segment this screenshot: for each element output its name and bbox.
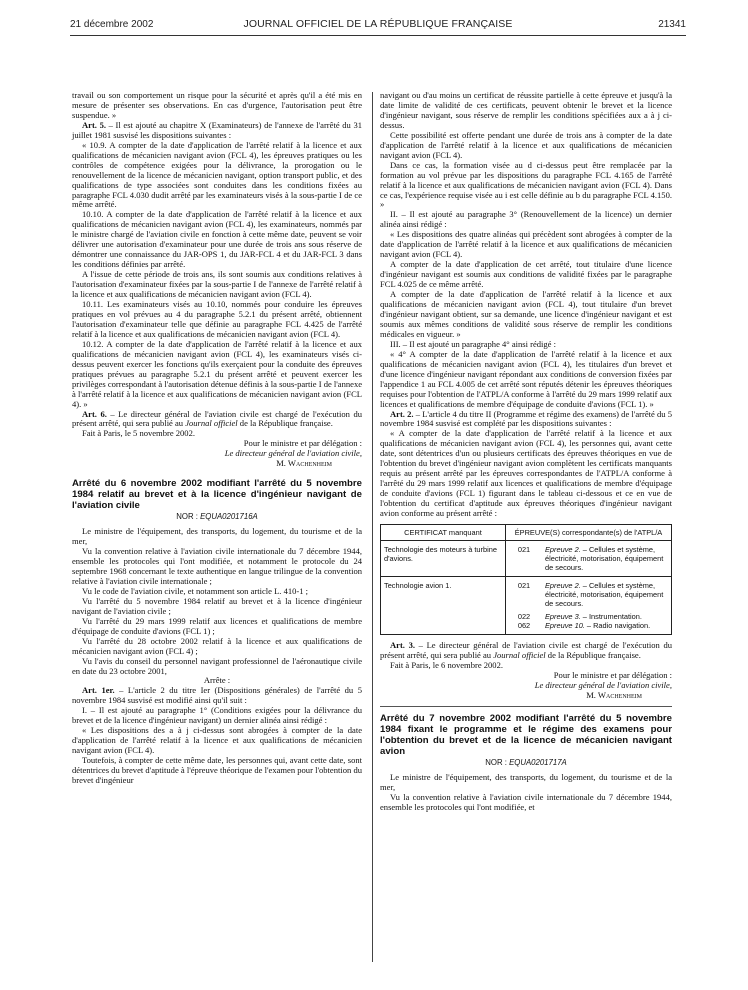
paragraph: Cette possibilité est offerte pendant une durée de trois ans à compter de la date d'application de l'arrêté relatif à la licence et aux qualifications de mécanicien navigant avion (FCL 4).	[380, 129, 672, 160]
table-cell-code: 021	[517, 544, 531, 554]
paragraph: « Les dispositions des a à j ci-dessus sont abrogées à compter de la date d'application de l'arrêté relatif à la licence et aux qualifications de mécanicien navigant avion (FCL 4).	[72, 725, 362, 756]
table-row	[381, 576, 672, 612]
table-cell-epreuve: Epreuve 2. – Cellules et système, électricité, motorisation, équipement de secours.	[545, 544, 664, 572]
page-header	[70, 16, 686, 34]
article-3: Art. 3. – Le directeur général de l'aviation civile est chargé de l'exécution du présent arrêté, qui sera publié au Journal officiel de la République française.	[380, 639, 672, 660]
paragraph: Dans ce cas, la formation visée au d ci-dessus peut être remplacée par la formation au vol prévue par les dispositions du paragraphe FCL 4.165 de l'arrêté relatif à la licence et aux qualifications de mécanicien navigant avion (FCL 4). Dans ce cas, l'expérience requise visée au i est celle définie au b du paragraphe FCL 4.150. »	[380, 159, 672, 210]
table-cell-code: 062	[517, 620, 531, 630]
signature-name: M. Wachenheim	[276, 458, 332, 469]
paragraph: « Les dispositions des quatre alinéas qui précèdent sont abrogées à compter de la date d'application de l'arrêté relatif à la licence et aux qualifications de mécanicien navigant avion (FCL 4).	[380, 229, 672, 260]
visa: Vu l'arrêté du 28 octobre 2002 relatif à la licence et aux qualifications de mécanicien navigant avion (FCL 4) ;	[72, 635, 362, 656]
visa: Vu l'avis du conseil du personnel navigant professionnel de l'aéronautique civile en date du 23 octobre 2001,	[72, 655, 362, 676]
table-cell-epreuve: Epreuve 3. – Instrumentation.	[545, 611, 642, 621]
paragraph: Le ministre de l'équipement, des transports, du logement, du tourisme et de la mer,	[72, 526, 362, 547]
header-page-number: 21341	[658, 19, 686, 30]
visa: Vu l'arrêté du 29 mars 1999 relatif aux licences et qualifications de membre d'équipage de conduite d'avions (FCL 1) ;	[72, 615, 362, 636]
decree-title: Arrêté du 6 novembre 2002 modifiant l'arrêté du 5 novembre 1984 relatif au brevet et à la licence d'ingénieur navigant de l'aviation civile	[72, 478, 362, 512]
article-6: Art. 6. – Le directeur général de l'aviation civile est chargé de l'exécution du présent arrêté, qui sera publié au Journal officiel de la République française.	[72, 408, 362, 429]
signature-name: M. Wachenheim	[586, 689, 642, 700]
paragraph: II. – Il est ajouté au paragraphe 3° (Renouvellement de la licence) un dernier alinéa ainsi rédigé :	[380, 209, 672, 230]
signature-line: Pour le ministre et par délégation :	[553, 669, 672, 680]
paragraph-10-12: 10.12. A compter de la date d'application de l'arrêté relatif à la licence et aux qualifications de mécanicien navigant avion (FCL 4), les examinateurs visés ci-dessus peuvent exercer les fonctions qu'ils exerçaient pour la conduite des épreuves pratiques prévues au paragraphe 5.2.1 du présent arrêté et peuvent exercer les privilèges correspondant à l'autorisation détenue définis à la sous-partie I de l'annexe à l'arrêté relatif à la licence et aux qualifications de mécanicien navigant avion (FCL 4). »	[72, 338, 363, 409]
article-5: Art. 5. – Il est ajouté au chapitre X (Examinateurs) de l'annexe de l'arrêté du 31 juillet 1981 susvisé les dispositions suivantes :	[72, 119, 362, 140]
done-at: Fait à Paris, le 6 novembre 2002.	[390, 659, 503, 670]
visa: Vu la convention relative à l'aviation civile internationale du 7 décembre 1944, ensemble les protocoles qui l'ont modifiée, et notamment le protocole du 24 septembre 1968 concernant le texte authentique en langue trilingue de la convention relative à l'aviation civile internationale ;	[72, 546, 362, 586]
left-column	[72, 91, 362, 786]
article-2: Art. 2. – L'article 4 du titre II (Programme et régime des examens) de l'arrêté du 5 novembre 1984 susvisé est complété par les dispositions suivantes :	[380, 408, 672, 429]
paragraph: III. – Il est ajouté un paragraphe 4° ainsi rédigé :	[390, 338, 556, 349]
table-cell-code: 022	[517, 611, 531, 621]
table-cell-code: 021	[506, 576, 543, 612]
decree-title: Arrêté du 7 novembre 2002 modifiant l'arrêté du 5 novembre 1984 fixant le programme et le régime des examens pour l'obtention du brevet et de la licence de mécanicien navigant avion	[380, 712, 672, 757]
paragraph-10-10: 10.10. A compter de la date d'application de l'arrêté relatif à la licence et aux qualifications de mécanicien navigant avion (FCL 4), les examinateurs, nommés par le ministre chargé de l'aviation civile en fonction à cette même date, peuvent se voir délivrer une autorisation d'examinateur pour une durée de trois ans sous réserve de démontrer une connaissance du JAR-OPS 1, du JAR-FCL 4 et du JAR-FCL 3 dans les conditions définies par arrêté.	[72, 209, 362, 270]
arrete-heading: Arrête :	[203, 675, 231, 686]
table-row	[381, 540, 672, 576]
paragraph-10-11: 10.11. Les examinateurs visés au 10.10, nommés pour conduire les épreuves pratiques en vol prévues au 4 du paragraphe 5.2.1 du présent arrêté, obtiennent l'autorisation d'examinateur telle que définie au paragraphe FCL 4.425 de l'arrêté relatif à la licence et aux qualifications de mécanicien navigant avion (FCL 4).	[72, 299, 362, 339]
table-cell-certificat: Technologie des moteurs à turbine d'avions.	[381, 540, 506, 576]
table-cell-epreuve: Epreuve 10. – Radio navigation.	[545, 620, 651, 630]
header-rule	[70, 35, 686, 36]
section-rule	[380, 706, 672, 707]
signature-role: Le directeur général de l'aviation civile,	[534, 679, 672, 690]
header-date: 21 décembre 2002	[70, 19, 154, 30]
paragraph: navigant ou d'au moins un certificat de réussite partielle à cette épreuve et jusqu'à la date limite de validité de ces certificats, peuvent obtenir le brevet et la licence d'ingénieur navigant, sous réserve de remplir les conditions spécifiées aux a à j ci-dessus.	[380, 90, 672, 130]
paragraph: I. – Il est ajouté au paragraphe 1° (Conditions exigées pour la délivrance du brevet et de la licence d'ingénieur navigant) un dernier alinéa ainsi rédigé :	[72, 705, 362, 726]
paragraph-10-9: « 10.9. A compter de la date d'application de l'arrêté relatif à la licence et aux qualifications de mécanicien navigant avion (FCL 4), les épreuves pratiques ou les contrôles de compétence exigées pour la délivrance, la prorogation ou le renouvellement de la licence de mécanicien navigant, option transport public, et des qualifications de type associées sont conduites dans les conditions fixées au paragraphe FCL 4.030 dudit arrêté par les examinateurs visés à la sous-partie I de ce même arrêté.	[72, 139, 362, 210]
visa: Vu le code de l'aviation civile, et notamment son article L. 410-1 ;	[82, 585, 309, 596]
column-divider	[372, 92, 373, 962]
paragraph: A compter de la date d'application de cet arrêté, tout titulaire d'une licence d'ingénieur navigant est soumis aux conditions de validité fixées par le paragraphe FCL 4.025 de ce même arrêté.	[380, 259, 672, 290]
signature-line: Pour le ministre et par délégation :	[243, 438, 362, 449]
nor-reference: NOR : EQUA0201716A	[176, 512, 258, 522]
visa: Vu l'arrêté du 5 novembre 1984 relatif au brevet et à la licence d'ingénieur navigant de l'aviation civile ;	[72, 595, 362, 616]
table-header-certificat: CERTIFICAT manquant	[381, 524, 506, 540]
correspondence-table	[380, 524, 672, 635]
paragraph: « A compter de la date d'application de l'arrêté relatif à la licence et aux qualifications de mécanicien navigant avion (FCL 4), les personnes qui, avant cette date, sont détentrices d'un ou plusieurs certificats des épreuves théoriques en vue de l'obtention du brevet d'ingénieur navigant avion complètent les certificats manquants requis au présent arrêté par les épreuves correspondantes de l'ATPL/A conforme à l'arrêté du 29 mars 1999 relatif aux licences et qualifications de membre d'équipage de conduite d'avions (FCL 1) figurant dans le tableau ci-dessous et ce en vue de l'obtention du certificat d'aptitude aux épreuves théoriques d'ingénieur navigant avion conforme au présent arrêté :	[380, 428, 672, 519]
table-header-epreuves: ÉPREUVE(S) correspondante(s) de l'ATPL/A	[506, 524, 672, 540]
table-cell-certificat: Technologie avion 1.	[381, 576, 506, 634]
right-column	[380, 91, 672, 812]
header-title: JOURNAL OFFICIEL DE LA RÉPUBLIQUE FRANÇAISE	[243, 18, 513, 30]
article-1: Art. 1er. – L'article 2 du titre Ier (Dispositions générales) de l'arrêté du 5 novembre 1984 susvisé est modifié ainsi qu'il suit :	[72, 685, 362, 706]
paragraph: A l'issue de cette période de trois ans, ils sont soumis aux conditions relatives à l'autorisation d'examinateur fixées par la sous-partie I de l'annexe de l'arrêté relatif à la licence et aux qualifications de mécanicien navigant avion (FCL 4).	[72, 269, 362, 300]
paragraph: A compter de la date d'application de l'arrêté relatif à la licence et aux qualifications de mécanicien navigant avion (FCL 4), tout titulaire d'un brevet d'ingénieur navigant obtient, sur sa demande, une licence d'ingénieur navigant et est soumis aux mêmes conditions de validité sous réserve de remplir les conditions médicales en vigueur. »	[380, 289, 672, 339]
done-at: Fait à Paris, le 5 novembre 2002.	[82, 428, 195, 439]
signature-role: Le directeur général de l'aviation civile,	[224, 448, 362, 459]
visa: Vu la convention relative à l'aviation civile internationale du 7 décembre 1944, ensemble les protocoles qui l'ont modifiée, et	[380, 791, 672, 812]
paragraph: Le ministre de l'équipement, des transports, du logement, du tourisme et de la mer,	[380, 771, 672, 792]
paragraph: « 4° A compter de la date d'application de l'arrêté relatif à la licence et aux qualifications de mécanicien navigant avion (FCL 4), les titulaires d'un brevet et d'une licence d'ingénieur navigant répondant aux conditions de conversion fixées par l'appendice 1 au FCL 4.005 de cet arrêté sont réputés détenir les épreuves théoriques requises pour l'obtention de l'ATPL/A conforme à l'arrêté du 29 mars 1999 relatif aux licences et qualifications de membre d'équipage de conduite d'avions (FCL 1). »	[380, 348, 672, 409]
nor-reference: NOR : EQUA0201717A	[485, 757, 567, 767]
paragraph: Toutefois, à compter de cette même date, les personnes qui, avant cette date, sont détentrices du brevet d'aptitude à l'épreuve théorique de l'examen pour l'obtention du brevet d'ingénieur	[72, 755, 362, 785]
paragraph: travail ou son comportement un risque pour la sécurité et après qu'il a été mis en mesure de présenter ses observations. En cas d'urgence, l'autorisation peut être suspendue. »	[72, 90, 362, 120]
table-cell-epreuve: Epreuve 2. – Cellules et système, électricité, motorisation, équipement de secours.	[542, 576, 672, 612]
